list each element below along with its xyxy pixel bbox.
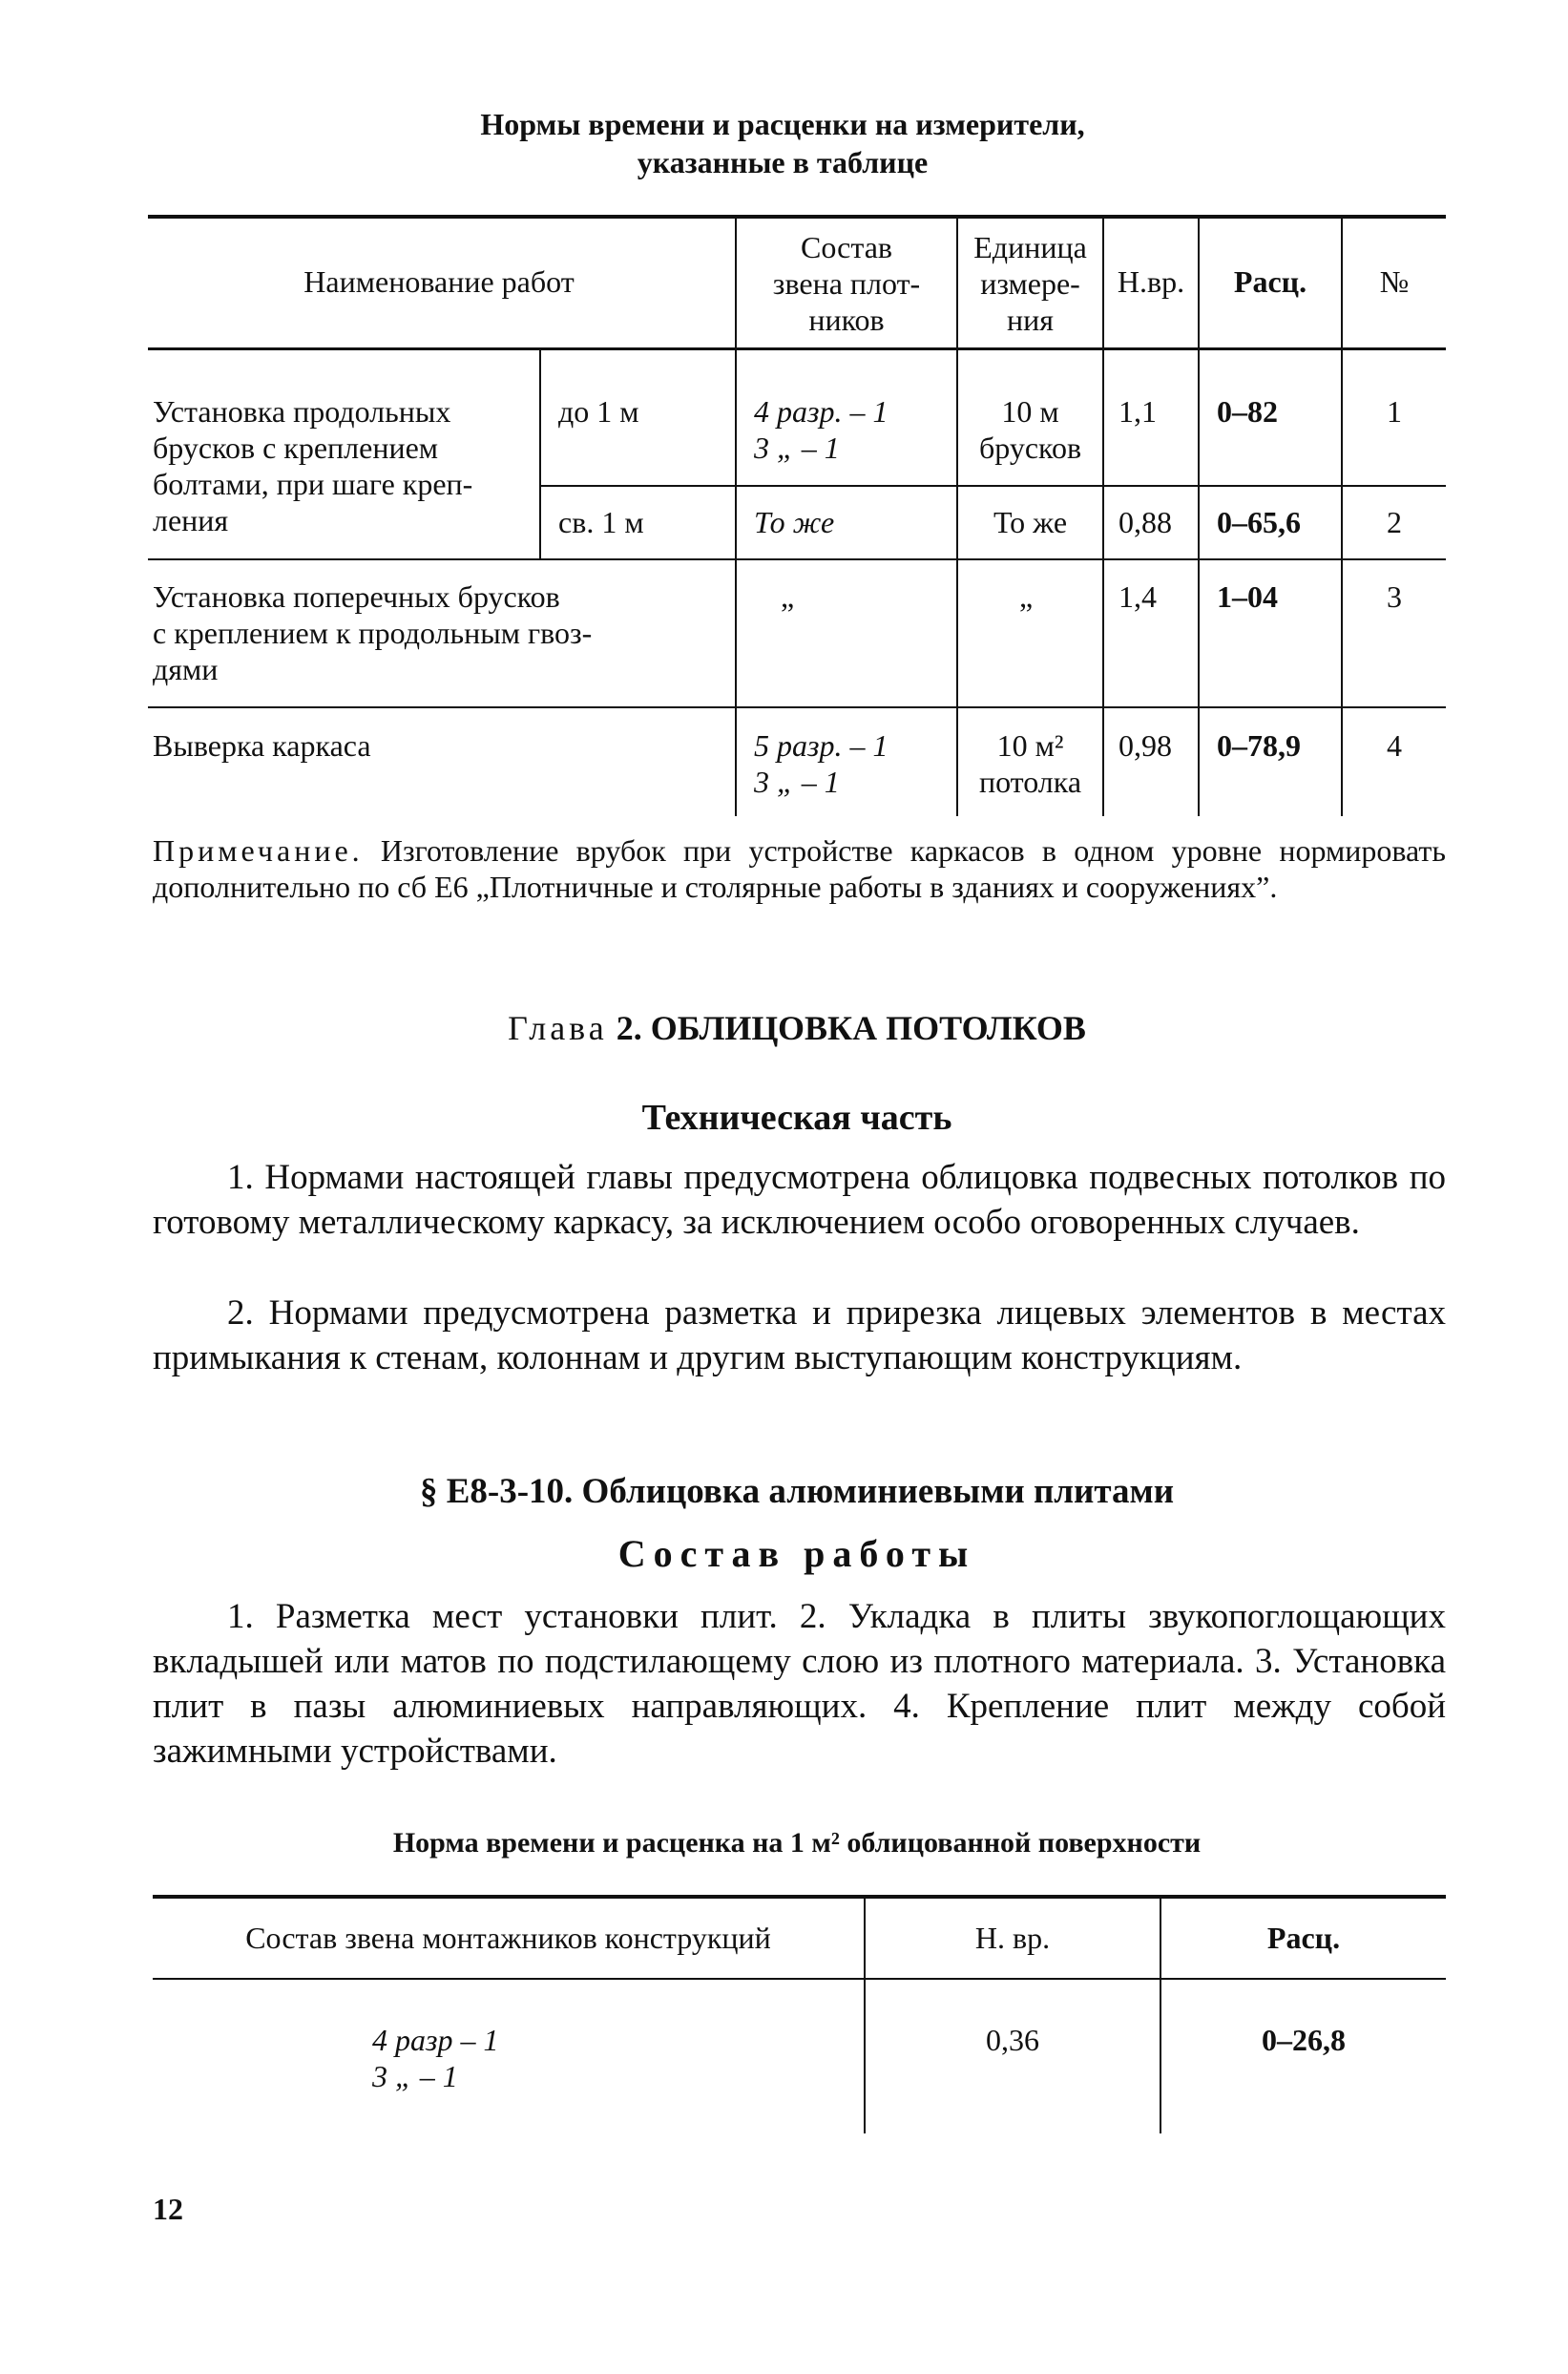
work-composition-text: 1. Разметка мест установки плит. 2. Укладка в плиты звукопоглощающих вкладышей или матов по подстилающему слою из плотного материала. 3. Установка плит в пазы алюминиевых направляющих. 4. Крепление плит между собой зажимными устройствами. — [153, 1597, 1446, 1771]
row2-sub: св. 1 м — [558, 505, 644, 539]
row-group1-name: Установка продольных брусков с креплением болтами, при шаге креп- ления — [153, 394, 473, 537]
row3-unit: „ — [1019, 579, 1034, 614]
table1-note — [153, 832, 1446, 905]
row4-time: 0,98 — [1119, 728, 1172, 763]
header-crew: Состав звена плот- ников — [772, 230, 921, 337]
row3-time: 1,4 — [1119, 579, 1157, 614]
page-number: 12 — [153, 2192, 183, 2226]
chapter-prefix: Глава — [508, 1009, 608, 1047]
table2-row-crew: 4 разр – 1 3 „ – 1 — [372, 2023, 499, 2093]
table2-header-rate: Расц. — [1266, 1921, 1341, 1955]
table2-title: Норма времени и расценка на 1 м² облицованной поверхности — [392, 1827, 1202, 1859]
row3-crew: „ — [781, 579, 795, 614]
header-number: № — [1379, 264, 1410, 299]
table2-header-crew: Состав звена монтажников конструкций — [245, 1921, 771, 1955]
table2-row-time: 0,36 — [986, 2023, 1039, 2057]
row1-time: 1,1 — [1119, 394, 1157, 429]
tech-part-paragraph-2: 2. Нормами предусмотрена разметка и прирезка лицевых элементов в местах примыкания к стенам, колоннам и другим выступающим конструкциям. — [153, 1293, 1446, 1377]
note-label: Примечание. — [153, 833, 364, 868]
tech-part-paragraph-1: 1. Нормами настоящей главы предусмотрена облицовка подвесных потолков по готовому металлическому каркасу, за исключением особо оговоренных случаев. — [153, 1158, 1446, 1242]
row1-sub: до 1 м — [558, 394, 639, 429]
row4-rate: 0–78,9 — [1217, 728, 1301, 763]
table1-title-line2: указанные в таблице — [637, 145, 929, 179]
row2-unit: То же — [993, 505, 1068, 539]
row1-number: 1 — [1387, 394, 1402, 429]
row2-crew: То же — [754, 505, 835, 539]
row2-time: 0,88 — [1119, 505, 1172, 539]
row1-rate: 0–82 — [1217, 394, 1278, 429]
row4-crew: 5 разр. – 1 3 „ – 1 — [754, 728, 889, 799]
row1-crew: 4 разр. – 1 3 „ – 1 — [754, 394, 889, 465]
table2-row-rate: 0–26,8 — [1262, 2023, 1346, 2057]
header-name: Наименование работ — [303, 264, 575, 299]
table1-title-line1: Нормы времени и расценки на измерители, — [480, 107, 1085, 141]
row3-number: 3 — [1387, 579, 1402, 614]
header-unit: Единица измере- ния — [973, 230, 1087, 337]
header-rate: Расц. — [1233, 264, 1307, 299]
row3-rate: 1–04 — [1217, 579, 1278, 614]
section-heading: § Е8-3-10. Облицовка алюминиевыми плитами — [419, 1472, 1175, 1511]
row1-unit: 10 м брусков — [978, 394, 1082, 465]
row2-rate: 0–65,6 — [1217, 505, 1301, 539]
row2-number: 2 — [1387, 505, 1402, 539]
chapter-heading — [148, 1007, 1446, 1049]
row4-unit: 10 м² потолка — [978, 728, 1082, 799]
note-text: Изготовление врубок при устройстве каркасов в одном уровне нормировать дополнительно по сб Е6 „Плотничные и столярные работы в зданиях и сооружениях”. — [153, 833, 1446, 904]
header-time: Н.вр. — [1117, 264, 1185, 299]
chapter-title: 2. ОБЛИЦОВКА ПОТОЛКОВ — [607, 1009, 1086, 1047]
table2-header-time: Н. вр. — [974, 1921, 1051, 1955]
row4-name: Выверка каркаса — [153, 728, 371, 763]
tech-part-heading: Техническая часть — [641, 1098, 952, 1138]
table1-title — [286, 105, 1279, 181]
row4-number: 4 — [1387, 728, 1402, 763]
work-composition-heading: Состав работы — [617, 1532, 976, 1575]
row3-name: Установка поперечных брусков с креплением к продольным гвоз- дями — [153, 579, 593, 686]
